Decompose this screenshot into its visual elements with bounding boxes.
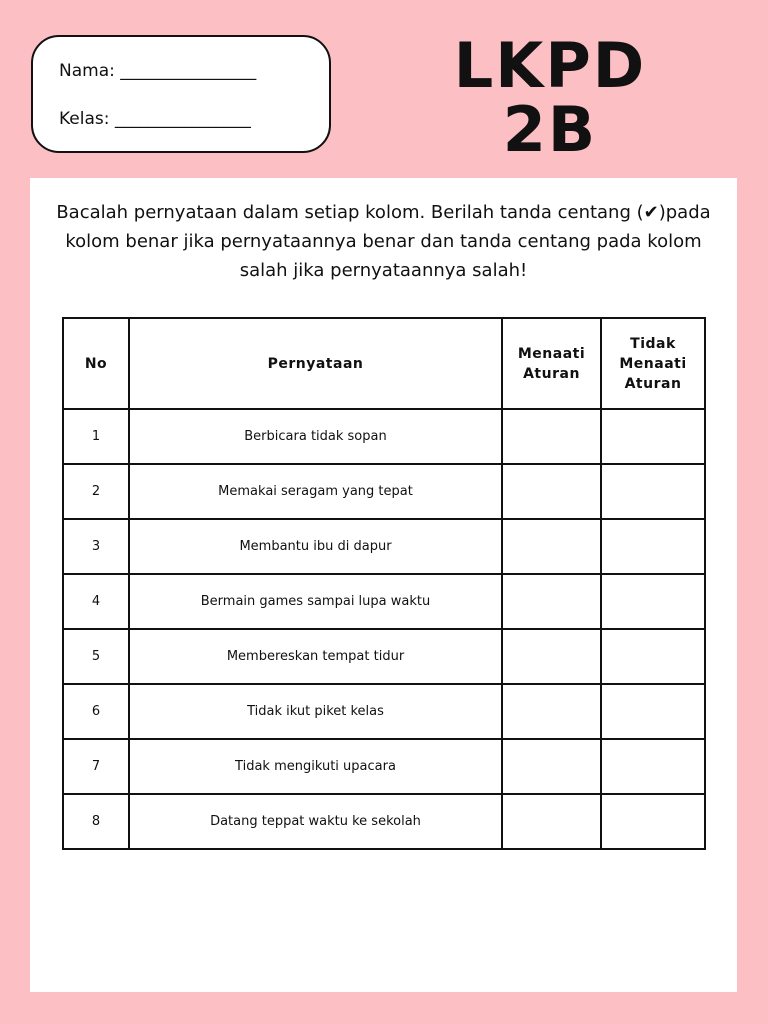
table-row [63,574,705,629]
obey-checkbox-cell[interactable] [502,629,601,684]
obey-checkbox-cell[interactable] [502,519,601,574]
not-obey-checkbox-cell[interactable] [601,464,705,519]
table-row [63,409,705,464]
not-obey-checkbox-cell[interactable] [601,739,705,794]
table-row [63,629,705,684]
row-number: 1 [63,409,129,464]
row-number: 7 [63,739,129,794]
not-obey-checkbox-cell[interactable] [601,519,705,574]
row-number: 5 [63,629,129,684]
row-statement: Berbicara tidak sopan [129,409,502,464]
class-field[interactable]: Kelas: ________________ [59,109,251,129]
table-header-row [63,318,705,409]
obey-checkbox-cell[interactable] [502,409,601,464]
row-number: 4 [63,574,129,629]
name-field[interactable]: Nama: ________________ [59,61,257,81]
table-row [63,519,705,574]
statement-table [62,317,706,850]
table-row [63,739,705,794]
row-number: 8 [63,794,129,849]
not-obey-checkbox-cell[interactable] [601,629,705,684]
obey-checkbox-cell[interactable] [502,464,601,519]
header-statement: Pernyataan [129,318,502,409]
row-statement: Membantu ibu di dapur [129,519,502,574]
table-row [63,464,705,519]
worksheet-subtitle: 2B [502,93,598,166]
row-statement: Tidak mengikuti upacara [129,739,502,794]
obey-checkbox-cell[interactable] [502,794,601,849]
row-statement: Datang teppat waktu ke sekolah [129,794,502,849]
student-info-box [31,35,331,153]
obey-checkbox-cell[interactable] [502,684,601,739]
row-statement: Membereskan tempat tidur [129,629,502,684]
instruction-text: Bacalah pernyataan dalam setiap kolom. Berilah tanda centang (✔)pada kolom benar jika pernyataannya benar dan tanda centang pada kolom salah jika pernyataannya salah! [56,202,711,281]
header-obey: Menaati Aturan [502,318,601,409]
table-row [63,794,705,849]
row-statement: Tidak ikut piket kelas [129,684,502,739]
row-number: 3 [63,519,129,574]
not-obey-checkbox-cell[interactable] [601,409,705,464]
not-obey-checkbox-cell[interactable] [601,794,705,849]
obey-checkbox-cell[interactable] [502,739,601,794]
row-number: 2 [63,464,129,519]
table-row [63,684,705,739]
not-obey-checkbox-cell[interactable] [601,574,705,629]
worksheet-sheet [30,178,737,992]
obey-checkbox-cell[interactable] [502,574,601,629]
worksheet-title: LKPD [453,29,647,102]
header-not-obey: Tidak Menaati Aturan [601,318,705,409]
header-no: No [63,318,129,409]
not-obey-checkbox-cell[interactable] [601,684,705,739]
row-statement: Bermain games sampai lupa waktu [129,574,502,629]
row-statement: Memakai seragam yang tepat [129,464,502,519]
row-number: 6 [63,684,129,739]
